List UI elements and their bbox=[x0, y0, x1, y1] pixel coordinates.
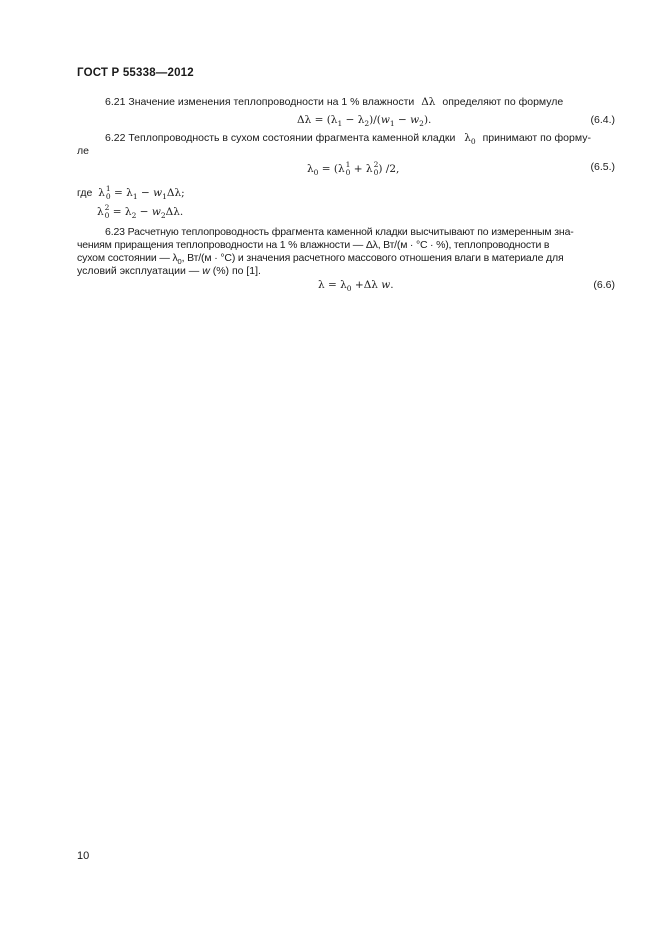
lambda-symbol: λ bbox=[464, 132, 471, 144]
equation-number-6-4: (6.4.) bbox=[590, 114, 615, 126]
where-lambda: λ bbox=[97, 206, 104, 218]
paragraph-6-23-sub: 0 bbox=[177, 257, 182, 267]
where-sub: 1 bbox=[132, 192, 138, 202]
paragraph-6-21-text: 6.21 Значение изменения теплопроводности на 1 % влажности bbox=[105, 96, 415, 108]
paragraph-6-23-text: (%) по [1]. bbox=[209, 265, 261, 277]
paragraph-6-23-text: сухом состоянии — λ bbox=[77, 252, 178, 264]
formula-6-4-sub: 1 bbox=[389, 119, 395, 129]
document-header: ГОСТ Р 55338—2012 bbox=[77, 67, 194, 79]
paragraph-6-22-line1 bbox=[105, 131, 591, 145]
where-part: = λ bbox=[109, 206, 132, 218]
formula-6-6-sub: 0 bbox=[346, 284, 352, 294]
where-definition-1 bbox=[98, 184, 185, 202]
formula-6-4 bbox=[297, 113, 431, 127]
paragraph-6-23-line3 bbox=[77, 251, 564, 265]
paragraph-6-21-tail: определяют по формуле bbox=[442, 96, 564, 108]
formula-6-4-part: Δλ = (λ bbox=[297, 114, 338, 126]
formula-6-5-part: = (λ bbox=[318, 163, 345, 175]
where-sub: 2 bbox=[131, 211, 137, 221]
where-part: = λ bbox=[110, 187, 133, 199]
paragraph-6-22-line2: ле bbox=[77, 145, 89, 157]
paragraph-6-23-line1: 6.23 Расчетную теплопроводность фрагмента каменной кладки высчитывают по измеренным зна- bbox=[105, 226, 574, 238]
where-var: w bbox=[153, 187, 163, 199]
page-number: 10 bbox=[77, 850, 90, 862]
equation-number-6-6: (6.6) bbox=[593, 279, 615, 291]
paragraph-6-22-tail: принимают по форму- bbox=[482, 132, 591, 144]
formula-6-4-sub: 2 bbox=[419, 119, 424, 129]
where-var: w bbox=[151, 206, 161, 218]
formula-6-4-var: w bbox=[380, 114, 390, 126]
formula-6-4-sub: 1 bbox=[337, 119, 343, 129]
lambda-subscript: 0 bbox=[470, 137, 476, 147]
where-part: Δλ; bbox=[166, 187, 185, 199]
where-label: где bbox=[77, 187, 93, 199]
where-part: − bbox=[137, 187, 154, 199]
where-sub: 0 bbox=[104, 211, 110, 220]
paragraph-6-23-text: условий эксплуатации — bbox=[77, 265, 203, 277]
formula-6-4-sub: 2 bbox=[364, 119, 370, 129]
formula-6-4-part: − bbox=[394, 114, 411, 126]
equation-number-6-5: (6.5.) bbox=[590, 161, 615, 173]
where-lambda: λ bbox=[98, 187, 105, 199]
formula-6-4-part: )/( bbox=[369, 114, 381, 126]
paragraph-6-22-text: 6.22 Теплопроводность в сухом состоянии фрагмента каменной кладки bbox=[105, 132, 456, 144]
where-line-2 bbox=[97, 204, 183, 220]
where-sub: 0 bbox=[105, 192, 111, 201]
formula-6-5-part: λ bbox=[307, 163, 314, 175]
where-part: Δλ. bbox=[165, 206, 184, 218]
formula-6-6-part: . bbox=[390, 279, 394, 291]
formula-6-6-part: +Δλ bbox=[351, 279, 382, 291]
formula-6-5-part: ) /2, bbox=[378, 163, 400, 175]
paragraph-6-23-line2: чениям приращения теплопроводности на 1 % влажности — Δλ, Вт/(м · °С · %), теплопроводности в bbox=[77, 239, 550, 251]
formula-6-4-part: ). bbox=[423, 114, 432, 126]
paragraph-6-23-text: , Вт/(м · °С) и значения расчетного массового отношения влаги в материале для bbox=[181, 252, 564, 264]
where-sub: 1 bbox=[162, 192, 167, 202]
formula-6-4-part: − λ bbox=[342, 114, 365, 126]
paragraph-6-23-var: w bbox=[202, 265, 210, 277]
formula-6-6-var: w bbox=[381, 279, 391, 291]
formula-6-6-part: λ = λ bbox=[318, 279, 347, 291]
formula-6-5 bbox=[307, 161, 399, 177]
where-sup: 2 bbox=[104, 203, 110, 212]
lambda-zero-symbol bbox=[464, 132, 476, 147]
where-sub: 2 bbox=[160, 211, 166, 221]
formula-6-5-part: + λ bbox=[350, 163, 373, 175]
formula-6-5-sub: 0 bbox=[313, 168, 319, 178]
formula-6-5-sub: 0 bbox=[373, 168, 379, 177]
where-part: − bbox=[136, 206, 152, 218]
formula-6-4-var: w bbox=[410, 114, 420, 126]
formula-6-5-sup: 2 bbox=[373, 160, 379, 169]
formula-6-6 bbox=[318, 278, 394, 292]
paragraph-6-21 bbox=[105, 95, 563, 109]
formula-6-5-sup: 1 bbox=[345, 160, 351, 169]
paragraph-6-23-line4 bbox=[77, 264, 261, 278]
where-sup: 1 bbox=[105, 184, 111, 193]
delta-lambda-symbol: Δλ bbox=[421, 96, 436, 108]
formula-6-5-sub: 0 bbox=[345, 168, 351, 177]
where-line-1 bbox=[77, 185, 185, 201]
